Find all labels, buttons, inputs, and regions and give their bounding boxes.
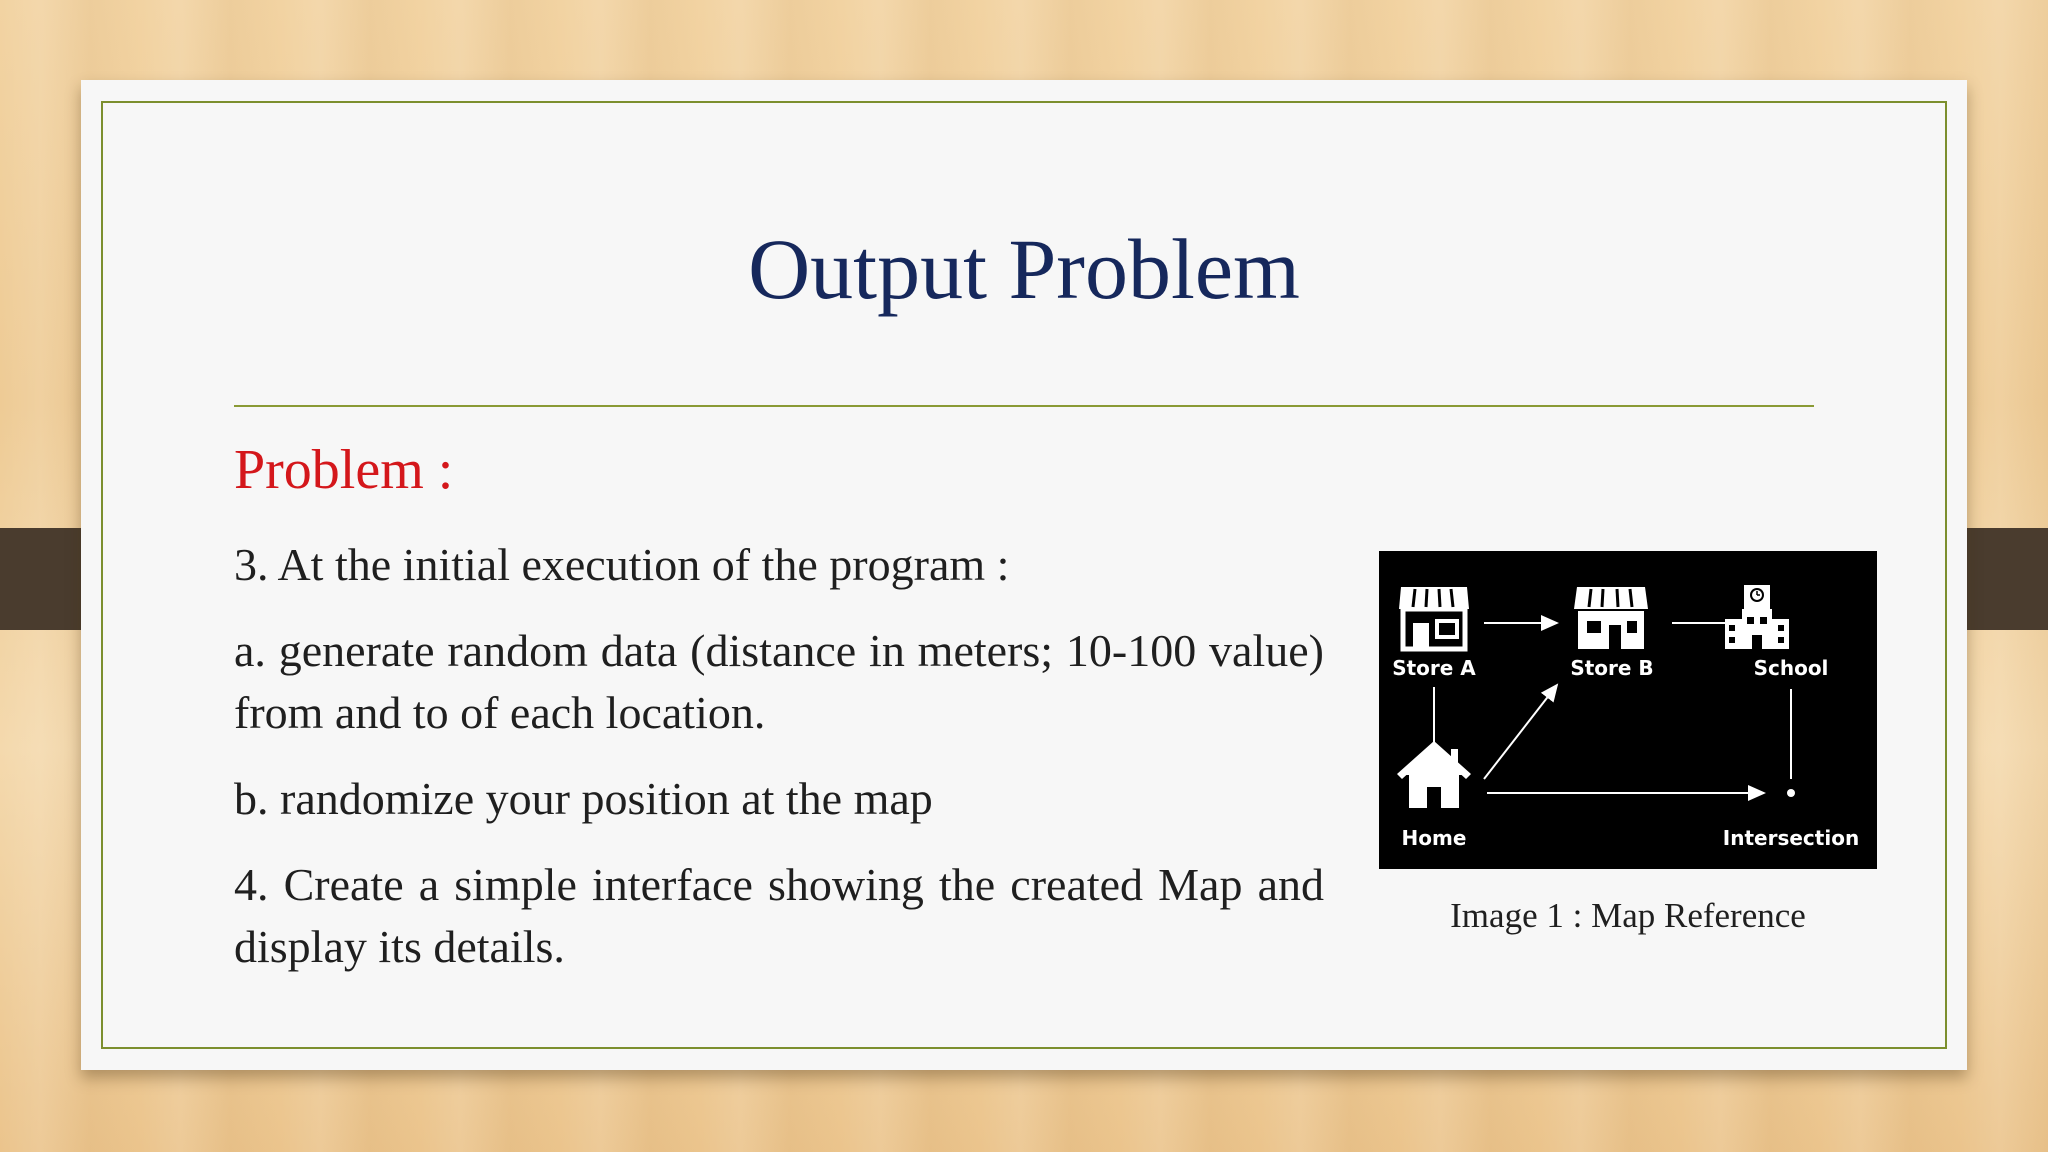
- label-store-b: Store B: [1570, 656, 1654, 680]
- store-a-icon: [1399, 587, 1469, 649]
- label-store-a: Store A: [1392, 656, 1476, 680]
- paragraph-step-4: 4. Create a simple interface showing the created Map and display its details.: [234, 859, 1324, 972]
- label-intersection: Intersection: [1722, 826, 1860, 850]
- paragraph-step-3: 3. At the initial execution of the program :: [234, 539, 1010, 590]
- path-home-store-b: [1484, 685, 1557, 779]
- map-caption: Image 1 : Map Reference: [1450, 896, 1806, 935]
- slide-title: Output Problem: [748, 221, 1300, 317]
- intersection-dot: [1787, 789, 1795, 797]
- paragraph-step-3b: b. randomize your position at the map: [234, 773, 933, 824]
- label-school: School: [1753, 656, 1829, 680]
- slide-paper: [81, 80, 1967, 1070]
- home-icon: [1397, 741, 1471, 808]
- label-home: Home: [1401, 826, 1467, 850]
- store-b-icon: [1574, 587, 1648, 649]
- map-reference-image: [1379, 551, 1877, 869]
- paragraph-step-3a: a. generate random data (distance in meters; 10-100 value) from and to of each location.: [234, 625, 1324, 738]
- school-icon: [1725, 585, 1789, 649]
- problem-heading: Problem :: [234, 439, 454, 501]
- title-divider: [234, 405, 1814, 407]
